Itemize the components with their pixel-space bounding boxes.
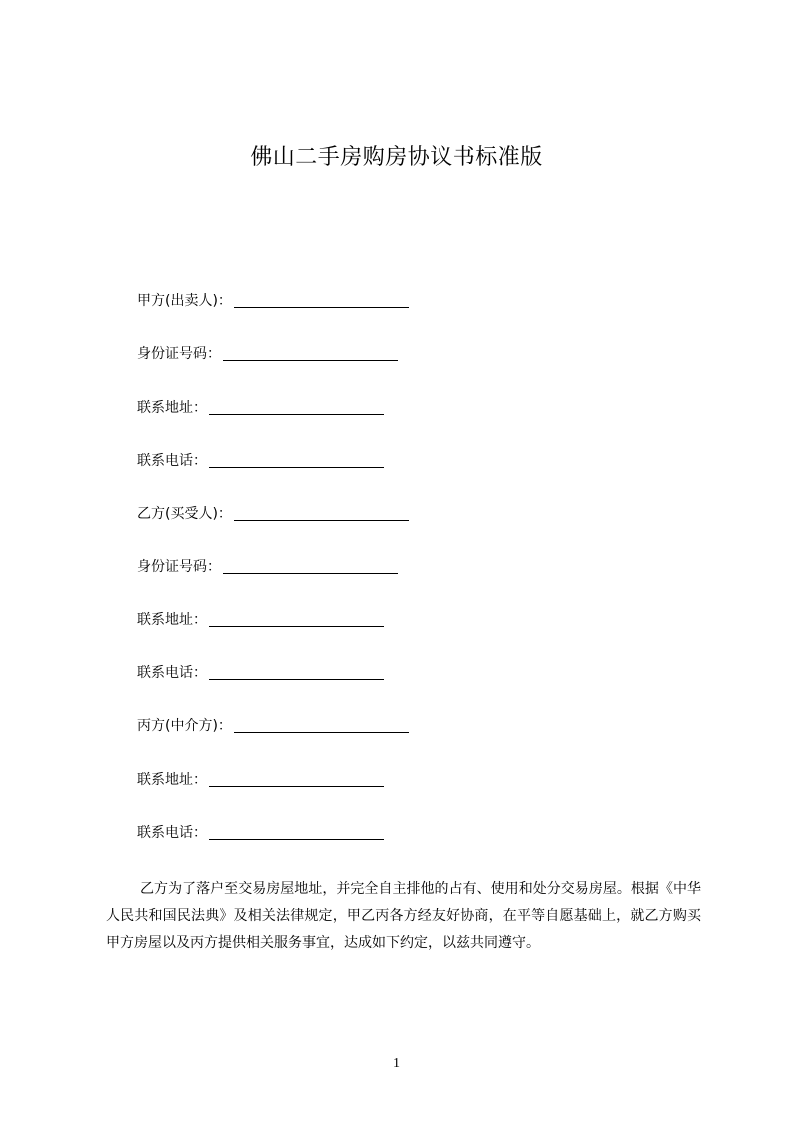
field-label: 丙方(中介方)： — [137, 718, 232, 734]
field-label: 联系地址： — [137, 612, 207, 628]
fill-in-blank — [234, 506, 409, 521]
fill-in-blank — [209, 825, 384, 840]
fill-in-blank — [209, 400, 384, 415]
paragraph-text: 乙方为了落户至交易房屋地址，并完全自主排他的占有、使用和处分交易房屋。根据《中华人民共和国民法典》及相关法律规定，甲乙丙各方经友好协商，在平等自愿基础上，就乙方购买甲方房屋以及丙方提供相关服务事宜，达成如下约定，以兹共同遵守。 — [106, 881, 701, 951]
field-label: 甲方(出卖人)： — [137, 293, 232, 309]
buyer-id-field — [137, 557, 398, 577]
field-label: 身份证号码： — [137, 346, 221, 362]
seller-address-field — [137, 398, 384, 418]
seller-id-field — [137, 344, 398, 364]
field-label: 联系地址： — [137, 772, 207, 788]
fill-in-blank — [223, 559, 398, 574]
buyer-address-field — [137, 610, 384, 630]
page-number: 1 — [393, 1056, 400, 1071]
fill-in-blank — [234, 718, 409, 733]
fill-in-blank — [223, 346, 398, 361]
seller-name-field — [137, 291, 409, 311]
fill-in-blank — [209, 453, 384, 468]
field-label: 联系电话： — [137, 825, 207, 841]
fill-in-blank — [234, 293, 409, 308]
fill-in-blank — [209, 665, 384, 680]
buyer-name-field — [137, 504, 409, 524]
field-label: 身份证号码： — [137, 559, 221, 575]
agent-name-field — [137, 716, 409, 736]
field-label: 乙方(买受人)： — [137, 506, 232, 522]
agent-address-field — [137, 770, 384, 790]
seller-phone-field — [137, 451, 384, 471]
buyer-phone-field — [137, 663, 384, 683]
agreement-paragraph — [106, 876, 701, 957]
fill-in-blank — [209, 612, 384, 627]
field-label: 联系地址： — [137, 400, 207, 416]
field-label: 联系电话： — [137, 453, 207, 469]
document-title: 佛山二手房购房协议书标准版 — [250, 145, 543, 170]
agent-phone-field — [137, 823, 384, 843]
field-label: 联系电话： — [137, 665, 207, 681]
fill-in-blank — [209, 772, 384, 787]
